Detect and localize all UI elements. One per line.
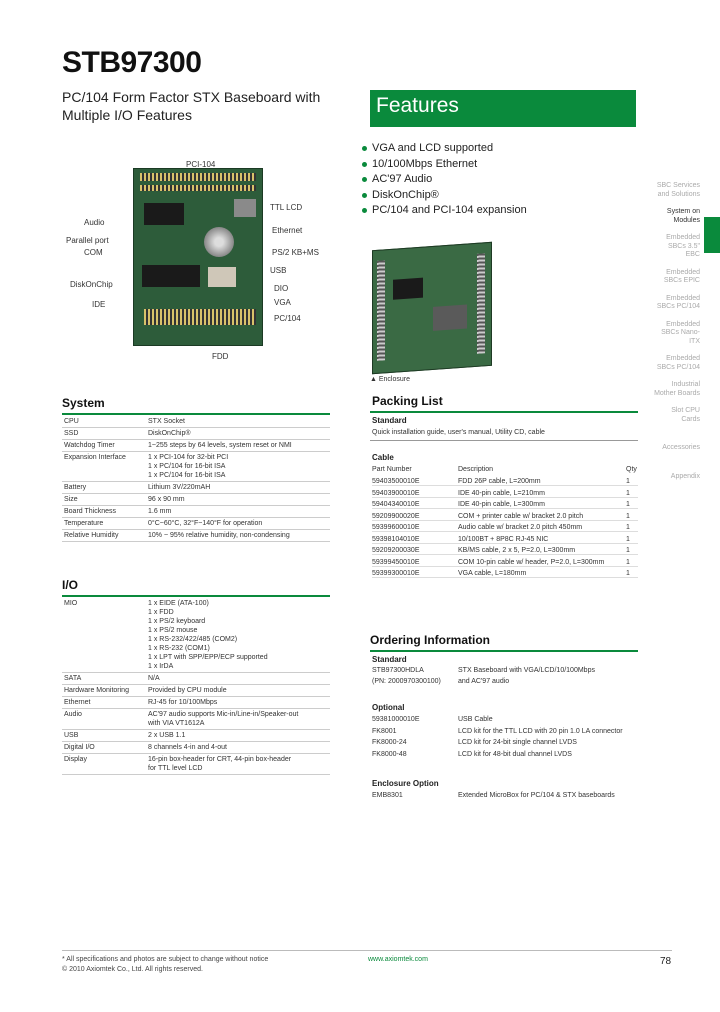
ordering-standard-row-cell: STB97300HDLA xyxy=(372,667,424,674)
footnote xyxy=(62,955,268,975)
io-title: I/O xyxy=(62,578,79,592)
system-row xyxy=(62,452,330,482)
ordering-optional-row xyxy=(372,739,638,746)
footnote-line: * All specifications and photos are subject to change without notice xyxy=(62,956,269,963)
ordering-optional-row-cell: FK8001 xyxy=(372,727,397,735)
io-row-label: Ethernet xyxy=(62,697,146,709)
system-row-value xyxy=(146,416,330,428)
io-value-line: 1 x LPT with SPP/EPP/ECP supported xyxy=(148,654,268,661)
io-row xyxy=(62,673,330,685)
io-value-line: Provided by CPU module xyxy=(148,687,227,694)
ethernet-port xyxy=(234,199,256,217)
io-row xyxy=(62,730,330,742)
ordering-standard-row-cell: (PN: 2000970300100) xyxy=(372,678,441,685)
system-row-value xyxy=(146,506,330,518)
packing-row-cell: 1 xyxy=(626,535,630,543)
packing-row-cell: 1 xyxy=(626,501,630,508)
packing-row-cell: 1 xyxy=(626,524,630,531)
system-row xyxy=(62,518,330,530)
system-value-line: DiskOnChip® xyxy=(148,430,191,437)
system-row-value xyxy=(146,440,330,452)
io-value-line: 1 x RS-232 (COM1) xyxy=(148,645,210,652)
ordering-standard-row xyxy=(372,678,638,685)
callout-pc104: PC/104 xyxy=(274,314,301,323)
col-description: Description xyxy=(458,466,494,473)
side-nav-item[interactable]: SBC Services and Solutions xyxy=(656,182,700,198)
side-nav-item-active[interactable]: System on Modules xyxy=(666,208,700,224)
system-row-label: Temperature xyxy=(62,518,146,530)
io-value-line: 1 x PS/2 keyboard xyxy=(148,618,206,625)
io-row-label: Hardware Monitoring xyxy=(62,685,146,697)
system-row-value xyxy=(146,428,330,440)
packing-title: Packing List xyxy=(372,394,443,408)
packing-row xyxy=(372,501,638,509)
io-row-value xyxy=(146,673,330,685)
pc104-connector xyxy=(140,185,256,191)
ordering-optional-head: Optional xyxy=(372,703,405,712)
io-row-label: MIO xyxy=(62,598,146,673)
system-value-line: 10% ~ 95% relative humidity, non-condensing xyxy=(148,532,290,539)
system-row xyxy=(62,416,330,428)
features-banner: Features xyxy=(370,90,636,127)
side-nav-item[interactable]: Embedded SBCs EPIC xyxy=(663,268,700,284)
side-nav xyxy=(654,182,700,490)
chip xyxy=(393,278,423,300)
system-value-line: 1~255 steps by 64 levels, system reset or NMI xyxy=(148,442,292,449)
enclosure-photo xyxy=(372,242,492,374)
io-value-line: 8 channels 4-in and 4-out xyxy=(148,744,227,751)
packing-row-cell: 59398104010E xyxy=(372,535,420,543)
packing-row-cell: 1 xyxy=(626,512,630,520)
pc104-bottom-connector xyxy=(144,309,256,325)
packing-row-cell: COM + printer cable w/ bracket 2.0 pitch xyxy=(458,512,584,520)
feature-item: 10/100Mbps Ethernet xyxy=(362,157,562,173)
system-row-value xyxy=(146,530,330,542)
packing-row-cell: FDD 26P cable, L=200mm xyxy=(458,478,541,485)
ordering-standard-row-cell: and AC'97 audio xyxy=(458,678,510,685)
callout-ttl-lcd: TTL LCD xyxy=(270,203,303,212)
feature-item: DiskOnChip® xyxy=(362,188,562,204)
packing-row-cell: 59209900020E xyxy=(372,512,420,520)
io-value-line: 1 x EIDE (ATA-100) xyxy=(148,600,209,607)
io-value-line: for TTL level LCD xyxy=(148,765,203,772)
system-value-line: 1.6 mm xyxy=(148,508,172,515)
side-nav-item[interactable]: Appendix xyxy=(670,472,700,480)
feature-list xyxy=(362,141,562,219)
ordering-enclosure-row xyxy=(372,792,638,799)
side-nav-item[interactable]: Embedded SBCs PC/104 xyxy=(656,294,700,310)
page-subtitle xyxy=(62,88,342,124)
ordering-optional-row-cell: USB Cable xyxy=(458,716,493,723)
ordering-enclosure-head: Enclosure Option xyxy=(372,779,439,788)
callout-parallel-port: Parallel port xyxy=(66,236,109,245)
system-value-line: 1 x PC/104 for 16-bit ISA xyxy=(148,463,226,470)
io-row xyxy=(62,697,330,709)
chip xyxy=(144,203,184,225)
chip xyxy=(208,267,236,287)
side-nav-item[interactable]: Accessories xyxy=(662,444,700,451)
callout-ide: IDE xyxy=(92,300,106,309)
packing-row xyxy=(372,570,638,578)
side-connector xyxy=(377,260,385,361)
callout-usb: USB xyxy=(270,266,287,275)
callout-vga: VGA xyxy=(274,298,291,307)
packing-row-cell: 1 xyxy=(626,558,630,566)
board-photo xyxy=(133,168,263,346)
packing-row-cell: 59404340010E xyxy=(372,501,420,508)
packing-row-cell: 59399600010E xyxy=(372,524,420,531)
enclosure-caption: ▲ Enclosure xyxy=(370,376,411,383)
ordering-optional-row-cell: FK8000-24 xyxy=(372,739,407,746)
packing-columns xyxy=(372,466,640,473)
side-nav-item[interactable]: Embedded SBCs PC/104 xyxy=(656,355,700,371)
io-row xyxy=(62,754,330,775)
system-row-value xyxy=(146,494,330,506)
io-row xyxy=(62,685,330,697)
packing-row-cell: 59399300010E xyxy=(372,570,420,577)
packing-row xyxy=(372,513,638,521)
system-row-value xyxy=(146,482,330,494)
packing-row-cell: 59209200030E xyxy=(372,547,420,554)
feature-item: PC/104 and PCI-104 expansion xyxy=(362,203,562,219)
io-row xyxy=(62,742,330,754)
callout-diskonchip: DiskOnChip xyxy=(70,280,113,289)
callout-pci104: PCI-104 xyxy=(186,160,216,169)
col-qty: Qty xyxy=(626,466,637,473)
system-row xyxy=(62,530,330,542)
callout-fdd: FDD xyxy=(212,352,229,361)
packing-rule xyxy=(370,411,638,413)
packing-cable-head: Cable xyxy=(372,453,394,462)
system-row xyxy=(62,440,330,452)
system-value-line: STX Socket xyxy=(148,418,185,425)
system-row-label: Watchdog Timer xyxy=(62,440,146,452)
subtitle-line-1: PC/104 Form Factor STX Baseboard with xyxy=(62,89,321,105)
ordering-optional-row-cell: FK8000-48 xyxy=(372,750,407,758)
io-row-value xyxy=(146,709,330,730)
system-row-label: Board Thickness xyxy=(62,506,146,518)
callout-dio: DIO xyxy=(274,284,289,293)
io-value-line: 16-pin box-header for CRT, 44-pin box-header xyxy=(148,756,292,763)
callout-com: COM xyxy=(84,248,103,257)
io-value-line: 1 x IrDA xyxy=(148,663,174,670)
chip xyxy=(142,265,200,287)
packing-row xyxy=(372,559,638,567)
ordering-optional-row-cell: LCD kit for 48-bit dual channel LVDS xyxy=(458,750,572,758)
packing-row-cell: IDE 40-pin cable, L=300mm xyxy=(458,501,545,508)
packing-standard-text: Quick installation guide, user's manual, Utility CD, cable xyxy=(372,429,545,436)
io-value-line: RJ-45 for 10/100Mbps xyxy=(148,699,218,706)
ordering-standard-row-cell: STX Baseboard with VGA/LCD/10/100Mbps xyxy=(458,667,595,674)
io-value-line: N/A xyxy=(148,675,160,682)
side-nav-active-tab xyxy=(704,217,720,253)
page-number: 78 xyxy=(660,956,672,967)
io-row-value xyxy=(146,697,330,709)
packing-row-cell: VGA cable, L=180mm xyxy=(458,570,527,577)
io-value-line: 1 x RS-232/422/485 (COM2) xyxy=(148,636,238,643)
system-rule xyxy=(62,413,330,415)
io-value-line: 1 x PS/2 mouse xyxy=(148,627,198,634)
io-table xyxy=(62,598,330,775)
packing-row xyxy=(372,490,638,498)
packing-row-cell: 59403500010E xyxy=(372,478,420,485)
packing-row-cell: COM 10-pin cable w/ header, P=2.0, L=300mm xyxy=(458,558,605,566)
ordering-optional-row xyxy=(372,716,638,723)
io-row-label: USB xyxy=(62,730,146,742)
system-value-line: 0°C~60°C, 32°F~140°F for operation xyxy=(148,520,263,527)
battery xyxy=(204,227,234,257)
subtitle-line-2: Multiple I/O Features xyxy=(62,107,192,123)
packing-row-cell: 1 xyxy=(626,489,630,497)
website-link[interactable]: www.axiomtek.com xyxy=(368,956,428,963)
packing-row-cell: 10/100BT + 8P8C RJ-45 NIC xyxy=(458,535,549,543)
feature-item: AC'97 Audio xyxy=(362,172,562,188)
system-row xyxy=(62,482,330,494)
side-nav-item[interactable]: Slot CPU Cards xyxy=(671,407,700,423)
io-row-label: SATA xyxy=(62,673,146,685)
packing-standard-head: Standard xyxy=(372,416,407,425)
ordering-title: Ordering Information xyxy=(370,633,490,647)
io-row xyxy=(62,598,330,673)
ordering-optional-row xyxy=(372,751,638,758)
packing-row-cell: 1 xyxy=(626,570,630,577)
io-row-label: Audio xyxy=(62,709,146,730)
side-nav-item[interactable]: Embedded SBCs Nano-ITX xyxy=(661,320,700,345)
system-row xyxy=(62,506,330,518)
packing-row xyxy=(372,547,638,555)
io-row-value xyxy=(146,730,330,742)
io-row-label: Display xyxy=(62,754,146,775)
system-row-label: CPU xyxy=(62,416,146,428)
ordering-standard-head: Standard xyxy=(372,655,407,664)
copyright: © 2010 Axiomtek Co., Ltd. All rights reserved. xyxy=(62,966,203,973)
packing-row-cell: IDE 40-pin cable, L=210mm xyxy=(458,489,545,497)
divider xyxy=(370,440,638,441)
ordering-enclosure-row-cell: EMB8301 xyxy=(372,792,403,799)
system-value-line: 1 x PC/104 for 16-bit ISA xyxy=(148,472,226,479)
system-value-line: Lithium 3V/220mAH xyxy=(148,484,211,491)
footer-rule xyxy=(62,950,672,951)
ordering-optional-row-cell: LCD kit for the TTL LCD with 20 pin 1.0 LA connector xyxy=(458,727,623,735)
packing-row-cell: 59403900010E xyxy=(372,489,420,497)
system-row-label: Expansion Interface xyxy=(62,452,146,482)
packing-row xyxy=(372,478,638,486)
callout-ps2: PS/2 KB+MS xyxy=(272,248,319,257)
packing-row-cell: 59399450010E xyxy=(372,558,420,566)
callout-ethernet: Ethernet xyxy=(272,226,303,235)
io-row-value xyxy=(146,742,330,754)
ordering-rule xyxy=(370,650,638,652)
io-rule xyxy=(62,595,330,597)
ordering-optional-row xyxy=(372,728,638,735)
pci104-connector xyxy=(140,173,256,181)
page-title: STB97300 xyxy=(62,46,202,79)
packing-row-cell: 1 xyxy=(626,547,630,554)
system-row xyxy=(62,494,330,506)
side-nav-item[interactable]: Industrial Mother Boards xyxy=(654,381,700,397)
system-row xyxy=(62,428,330,440)
side-nav-item[interactable]: Embedded SBCs 3.5" EBC xyxy=(666,234,700,258)
system-title: System xyxy=(62,396,105,410)
io-row-value xyxy=(146,685,330,697)
io-row-label: Digital I/O xyxy=(62,742,146,754)
system-row-label: Size xyxy=(62,494,146,506)
io-row-value xyxy=(146,598,330,673)
system-value-line: 96 x 90 mm xyxy=(148,496,185,503)
io-value-line: with VIA VT1612A xyxy=(148,720,205,727)
packing-row xyxy=(372,524,638,532)
chip xyxy=(433,305,467,331)
feature-item: VGA and LCD supported xyxy=(362,141,562,157)
col-part-number: Part Number xyxy=(372,466,412,473)
system-row-label: Relative Humidity xyxy=(62,530,146,542)
io-value-line: 1 x FDD xyxy=(148,609,174,616)
io-row xyxy=(62,709,330,730)
system-row-value xyxy=(146,518,330,530)
packing-row-cell: Audio cable w/ bracket 2.0 pitch 450mm xyxy=(458,524,583,531)
system-row-label: SSD xyxy=(62,428,146,440)
system-table xyxy=(62,416,330,542)
ordering-enclosure-row-cell: Extended MicroBox for PC/104 & STX baseboards xyxy=(458,792,615,799)
ordering-optional-row-cell: LCD kit for 24-bit single channel LVDS xyxy=(458,739,577,746)
packing-row-cell: 1 xyxy=(626,478,630,485)
ordering-standard-row xyxy=(372,667,638,674)
packing-row-cell: KB/MS cable, 2 x 5, P=2.0, L=300mm xyxy=(458,547,576,554)
system-value-line: 1 x PCI-104 for 32-bit PCI xyxy=(148,454,229,461)
io-value-line: 2 x USB 1.1 xyxy=(148,732,186,739)
side-connector xyxy=(477,253,485,354)
system-row-value xyxy=(146,452,330,482)
ordering-optional-row-cell: 59381000010E xyxy=(372,716,420,723)
system-row-label: Battery xyxy=(62,482,146,494)
callout-audio: Audio xyxy=(84,218,105,227)
packing-row xyxy=(372,536,638,544)
io-value-line: AC'97 audio supports Mic-in/Line-in/Speaker-out xyxy=(148,711,299,718)
io-row-value xyxy=(146,754,330,775)
